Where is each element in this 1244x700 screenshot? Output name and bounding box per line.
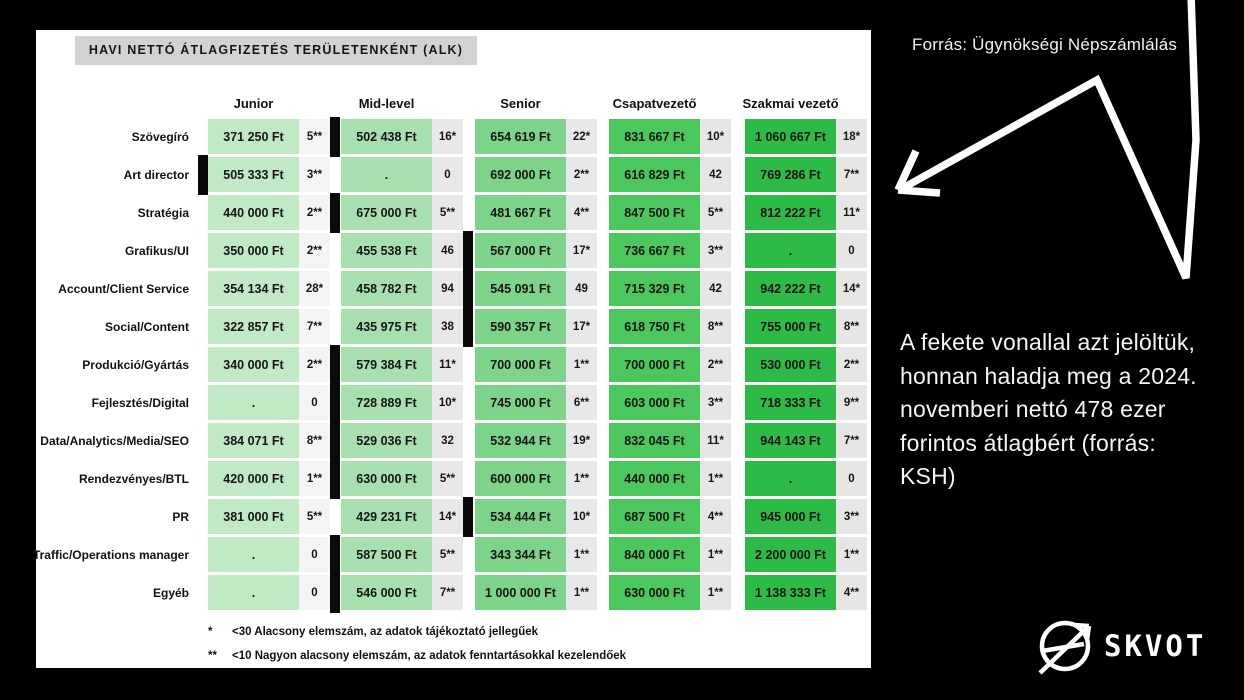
value-cell: 587 500 Ft	[341, 537, 432, 572]
value-cell: 384 071 Ft	[208, 423, 299, 458]
count-cell: 1**	[566, 347, 597, 382]
threshold-explanation: A fekete vonallal azt jelöltük, honnan haladja meg a 2024. novemberi nettó 478 ezer forintos átlagbért (forrás: KSH)	[900, 329, 1197, 489]
threshold-bar	[330, 459, 340, 499]
skvot-orbit-arrow-icon	[1028, 612, 1102, 682]
row-label: PR	[172, 509, 189, 524]
count-cell: 5**	[432, 195, 463, 230]
count-cell: 3**	[700, 385, 731, 420]
row-label: Szövegíró	[131, 129, 189, 144]
value-cell: 530 000 Ft	[745, 347, 836, 382]
count-cell: 22*	[566, 119, 597, 154]
value-cell: 534 444 Ft	[475, 499, 566, 534]
column-header-5: Szakmai vezető	[742, 96, 839, 111]
count-cell: 3**	[700, 233, 731, 268]
value-cell: 546 000 Ft	[341, 575, 432, 610]
count-cell: 38	[432, 309, 463, 344]
count-cell: 2**	[836, 347, 867, 382]
value-cell: 654 619 Ft	[475, 119, 566, 154]
value-cell: 700 000 Ft	[609, 347, 700, 382]
count-cell: 28*	[299, 271, 330, 306]
value-cell: 616 829 Ft	[609, 157, 700, 192]
count-cell: 5**	[299, 119, 330, 154]
value-cell: .	[745, 461, 836, 496]
threshold-bar	[198, 155, 208, 195]
count-cell: 42	[700, 157, 731, 192]
value-cell: .	[208, 575, 299, 610]
count-cell: 8**	[700, 309, 731, 344]
count-cell: 1**	[700, 575, 731, 610]
row-label: Traffic/Operations manager	[32, 547, 189, 562]
count-cell: 8**	[836, 309, 867, 344]
value-cell: 381 000 Ft	[208, 499, 299, 534]
count-cell: 4**	[566, 195, 597, 230]
value-cell: 440 000 Ft	[609, 461, 700, 496]
count-cell: 1**	[836, 537, 867, 572]
count-cell: 42	[700, 271, 731, 306]
count-cell: 10*	[700, 119, 731, 154]
brand-logo	[1028, 612, 1228, 682]
count-cell: 17*	[566, 233, 597, 268]
value-cell: 630 000 Ft	[609, 575, 700, 610]
value-cell: 579 384 Ft	[341, 347, 432, 382]
count-cell: 1**	[566, 575, 597, 610]
threshold-bar	[330, 193, 340, 233]
row-label: Account/Client Service	[58, 281, 189, 296]
count-cell: 5**	[299, 499, 330, 534]
count-cell: 0	[836, 233, 867, 268]
value-cell: 502 438 Ft	[341, 119, 432, 154]
count-cell: 10*	[432, 385, 463, 420]
count-cell: 49	[566, 271, 597, 306]
column-header-4: Csapatvezető	[612, 96, 697, 111]
count-cell: 3**	[299, 157, 330, 192]
count-cell: 32	[432, 423, 463, 458]
row-label: Produkció/Gyártás	[82, 357, 189, 372]
value-cell: 847 500 Ft	[609, 195, 700, 230]
count-cell: 1**	[299, 461, 330, 496]
value-cell: 420 000 Ft	[208, 461, 299, 496]
count-cell: 1**	[566, 537, 597, 572]
row-label: Egyéb	[152, 585, 189, 600]
value-cell: .	[208, 385, 299, 420]
count-cell: 9**	[836, 385, 867, 420]
count-cell: 2**	[299, 195, 330, 230]
threshold-bar	[463, 307, 473, 347]
column-header-2: Mid-level	[358, 96, 415, 111]
count-cell: 14*	[836, 271, 867, 306]
threshold-bar	[330, 421, 340, 461]
count-cell: 0	[299, 385, 330, 420]
count-cell: 8**	[299, 423, 330, 458]
value-cell: 630 000 Ft	[341, 461, 432, 496]
value-cell: 455 538 Ft	[341, 233, 432, 268]
count-cell: 7**	[836, 157, 867, 192]
value-cell: 1 138 333 Ft	[745, 575, 836, 610]
threshold-bar	[463, 497, 473, 537]
value-cell: 567 000 Ft	[475, 233, 566, 268]
value-cell: 440 000 Ft	[208, 195, 299, 230]
footnote-very-low-sample	[208, 650, 626, 662]
value-cell: 700 000 Ft	[475, 347, 566, 382]
count-cell: 3**	[836, 499, 867, 534]
source-note: Forrás: Ügynökségi Népszámlálás	[912, 35, 1178, 54]
count-cell: 46	[432, 233, 463, 268]
value-cell: 840 000 Ft	[609, 537, 700, 572]
threshold-bar	[330, 117, 340, 157]
value-cell: .	[745, 233, 836, 268]
footnote-marker: **	[208, 650, 217, 662]
count-cell: 11*	[836, 195, 867, 230]
column-header-3: Senior	[500, 96, 541, 111]
count-cell: 18*	[836, 119, 867, 154]
value-cell: 944 143 Ft	[745, 423, 836, 458]
value-cell: 429 231 Ft	[341, 499, 432, 534]
threshold-bar	[330, 573, 340, 613]
value-cell: 1 000 000 Ft	[475, 575, 566, 610]
threshold-bar	[330, 345, 340, 385]
row-label: Grafikus/UI	[124, 243, 189, 258]
value-cell: 532 944 Ft	[475, 423, 566, 458]
value-cell: 755 000 Ft	[745, 309, 836, 344]
brand-wordmark: SKVOT	[1104, 629, 1207, 663]
value-cell: 343 344 Ft	[475, 537, 566, 572]
value-cell: 600 000 Ft	[475, 461, 566, 496]
count-cell: 5**	[432, 537, 463, 572]
count-cell: 0	[299, 537, 330, 572]
salary-table-panel	[32, 30, 871, 668]
value-cell: 618 750 Ft	[609, 309, 700, 344]
value-cell: 435 975 Ft	[341, 309, 432, 344]
count-cell: 1**	[566, 461, 597, 496]
count-cell: 0	[299, 575, 330, 610]
count-cell: 2**	[299, 347, 330, 382]
value-cell: 715 329 Ft	[609, 271, 700, 306]
count-cell: 0	[432, 157, 463, 192]
value-cell: 529 036 Ft	[341, 423, 432, 458]
row-label: Fejlesztés/Digital	[91, 395, 189, 410]
count-cell: 5**	[432, 461, 463, 496]
value-cell: 745 000 Ft	[475, 385, 566, 420]
value-cell: 354 134 Ft	[208, 271, 299, 306]
column-header-1: Junior	[233, 96, 274, 111]
count-cell: 4**	[700, 499, 731, 534]
value-cell: 687 500 Ft	[609, 499, 700, 534]
footnote-text: <30 Alacsony elemszám, az adatok tájékoztató jellegűek	[232, 626, 539, 638]
count-cell: 7**	[836, 423, 867, 458]
threshold-bar	[463, 231, 473, 271]
salary-table	[32, 84, 867, 613]
value-cell: .	[208, 537, 299, 572]
value-cell: 728 889 Ft	[341, 385, 432, 420]
count-cell: 1**	[700, 537, 731, 572]
row-label: Art director	[123, 167, 189, 182]
value-cell: 1 060 667 Ft	[745, 119, 836, 154]
value-cell: 736 667 Ft	[609, 233, 700, 268]
value-cell: 603 000 Ft	[609, 385, 700, 420]
value-cell: 458 782 Ft	[341, 271, 432, 306]
count-cell: 19*	[566, 423, 597, 458]
count-cell: 11*	[700, 423, 731, 458]
count-cell: 1**	[700, 461, 731, 496]
row-label: Stratégia	[137, 205, 189, 220]
count-cell: 11*	[432, 347, 463, 382]
value-cell: 590 357 Ft	[475, 309, 566, 344]
value-cell: 675 000 Ft	[341, 195, 432, 230]
count-cell: 17*	[566, 309, 597, 344]
count-cell: 14*	[432, 499, 463, 534]
value-cell: 718 333 Ft	[745, 385, 836, 420]
footnote-marker: *	[208, 626, 213, 638]
value-cell: 812 222 Ft	[745, 195, 836, 230]
count-cell: 4**	[836, 575, 867, 610]
count-cell: 7**	[432, 575, 463, 610]
value-cell: 340 000 Ft	[208, 347, 299, 382]
threshold-bar	[330, 535, 340, 575]
value-cell: 545 091 Ft	[475, 271, 566, 306]
value-cell: 831 667 Ft	[609, 119, 700, 154]
count-cell: 5**	[700, 195, 731, 230]
footnote-text: <10 Nagyon alacsony elemszám, az adatok fenntartásokkal kezelendőek	[232, 650, 627, 662]
count-cell: 94	[432, 271, 463, 306]
count-cell: 2**	[700, 347, 731, 382]
count-cell: 2**	[566, 157, 597, 192]
value-cell: 832 045 Ft	[609, 423, 700, 458]
value-cell: .	[341, 157, 432, 192]
value-cell: 505 333 Ft	[208, 157, 299, 192]
count-cell: 7**	[299, 309, 330, 344]
row-label: Rendezvényes/BTL	[78, 471, 189, 486]
footnote-low-sample	[208, 626, 538, 638]
value-cell: 692 000 Ft	[475, 157, 566, 192]
value-cell: 942 222 Ft	[745, 271, 836, 306]
page-title: HAVI NETTÓ ÁTLAGFIZETÉS TERÜLETENKÉNT (ALK)	[75, 36, 477, 65]
threshold-bar	[463, 269, 473, 309]
value-cell: 371 250 Ft	[208, 119, 299, 154]
value-cell: 2 200 000 Ft	[745, 537, 836, 572]
value-cell: 769 286 Ft	[745, 157, 836, 192]
count-cell: 2**	[299, 233, 330, 268]
count-cell: 10*	[566, 499, 597, 534]
value-cell: 322 857 Ft	[208, 309, 299, 344]
row-label: Data/Analytics/Media/SEO	[40, 433, 189, 448]
value-cell: 945 000 Ft	[745, 499, 836, 534]
value-cell: 350 000 Ft	[208, 233, 299, 268]
count-cell: 16*	[432, 119, 463, 154]
threshold-bar	[330, 383, 340, 423]
count-cell: 0	[836, 461, 867, 496]
row-label: Social/Content	[104, 319, 189, 334]
count-cell: 6**	[566, 385, 597, 420]
value-cell: 481 667 Ft	[475, 195, 566, 230]
